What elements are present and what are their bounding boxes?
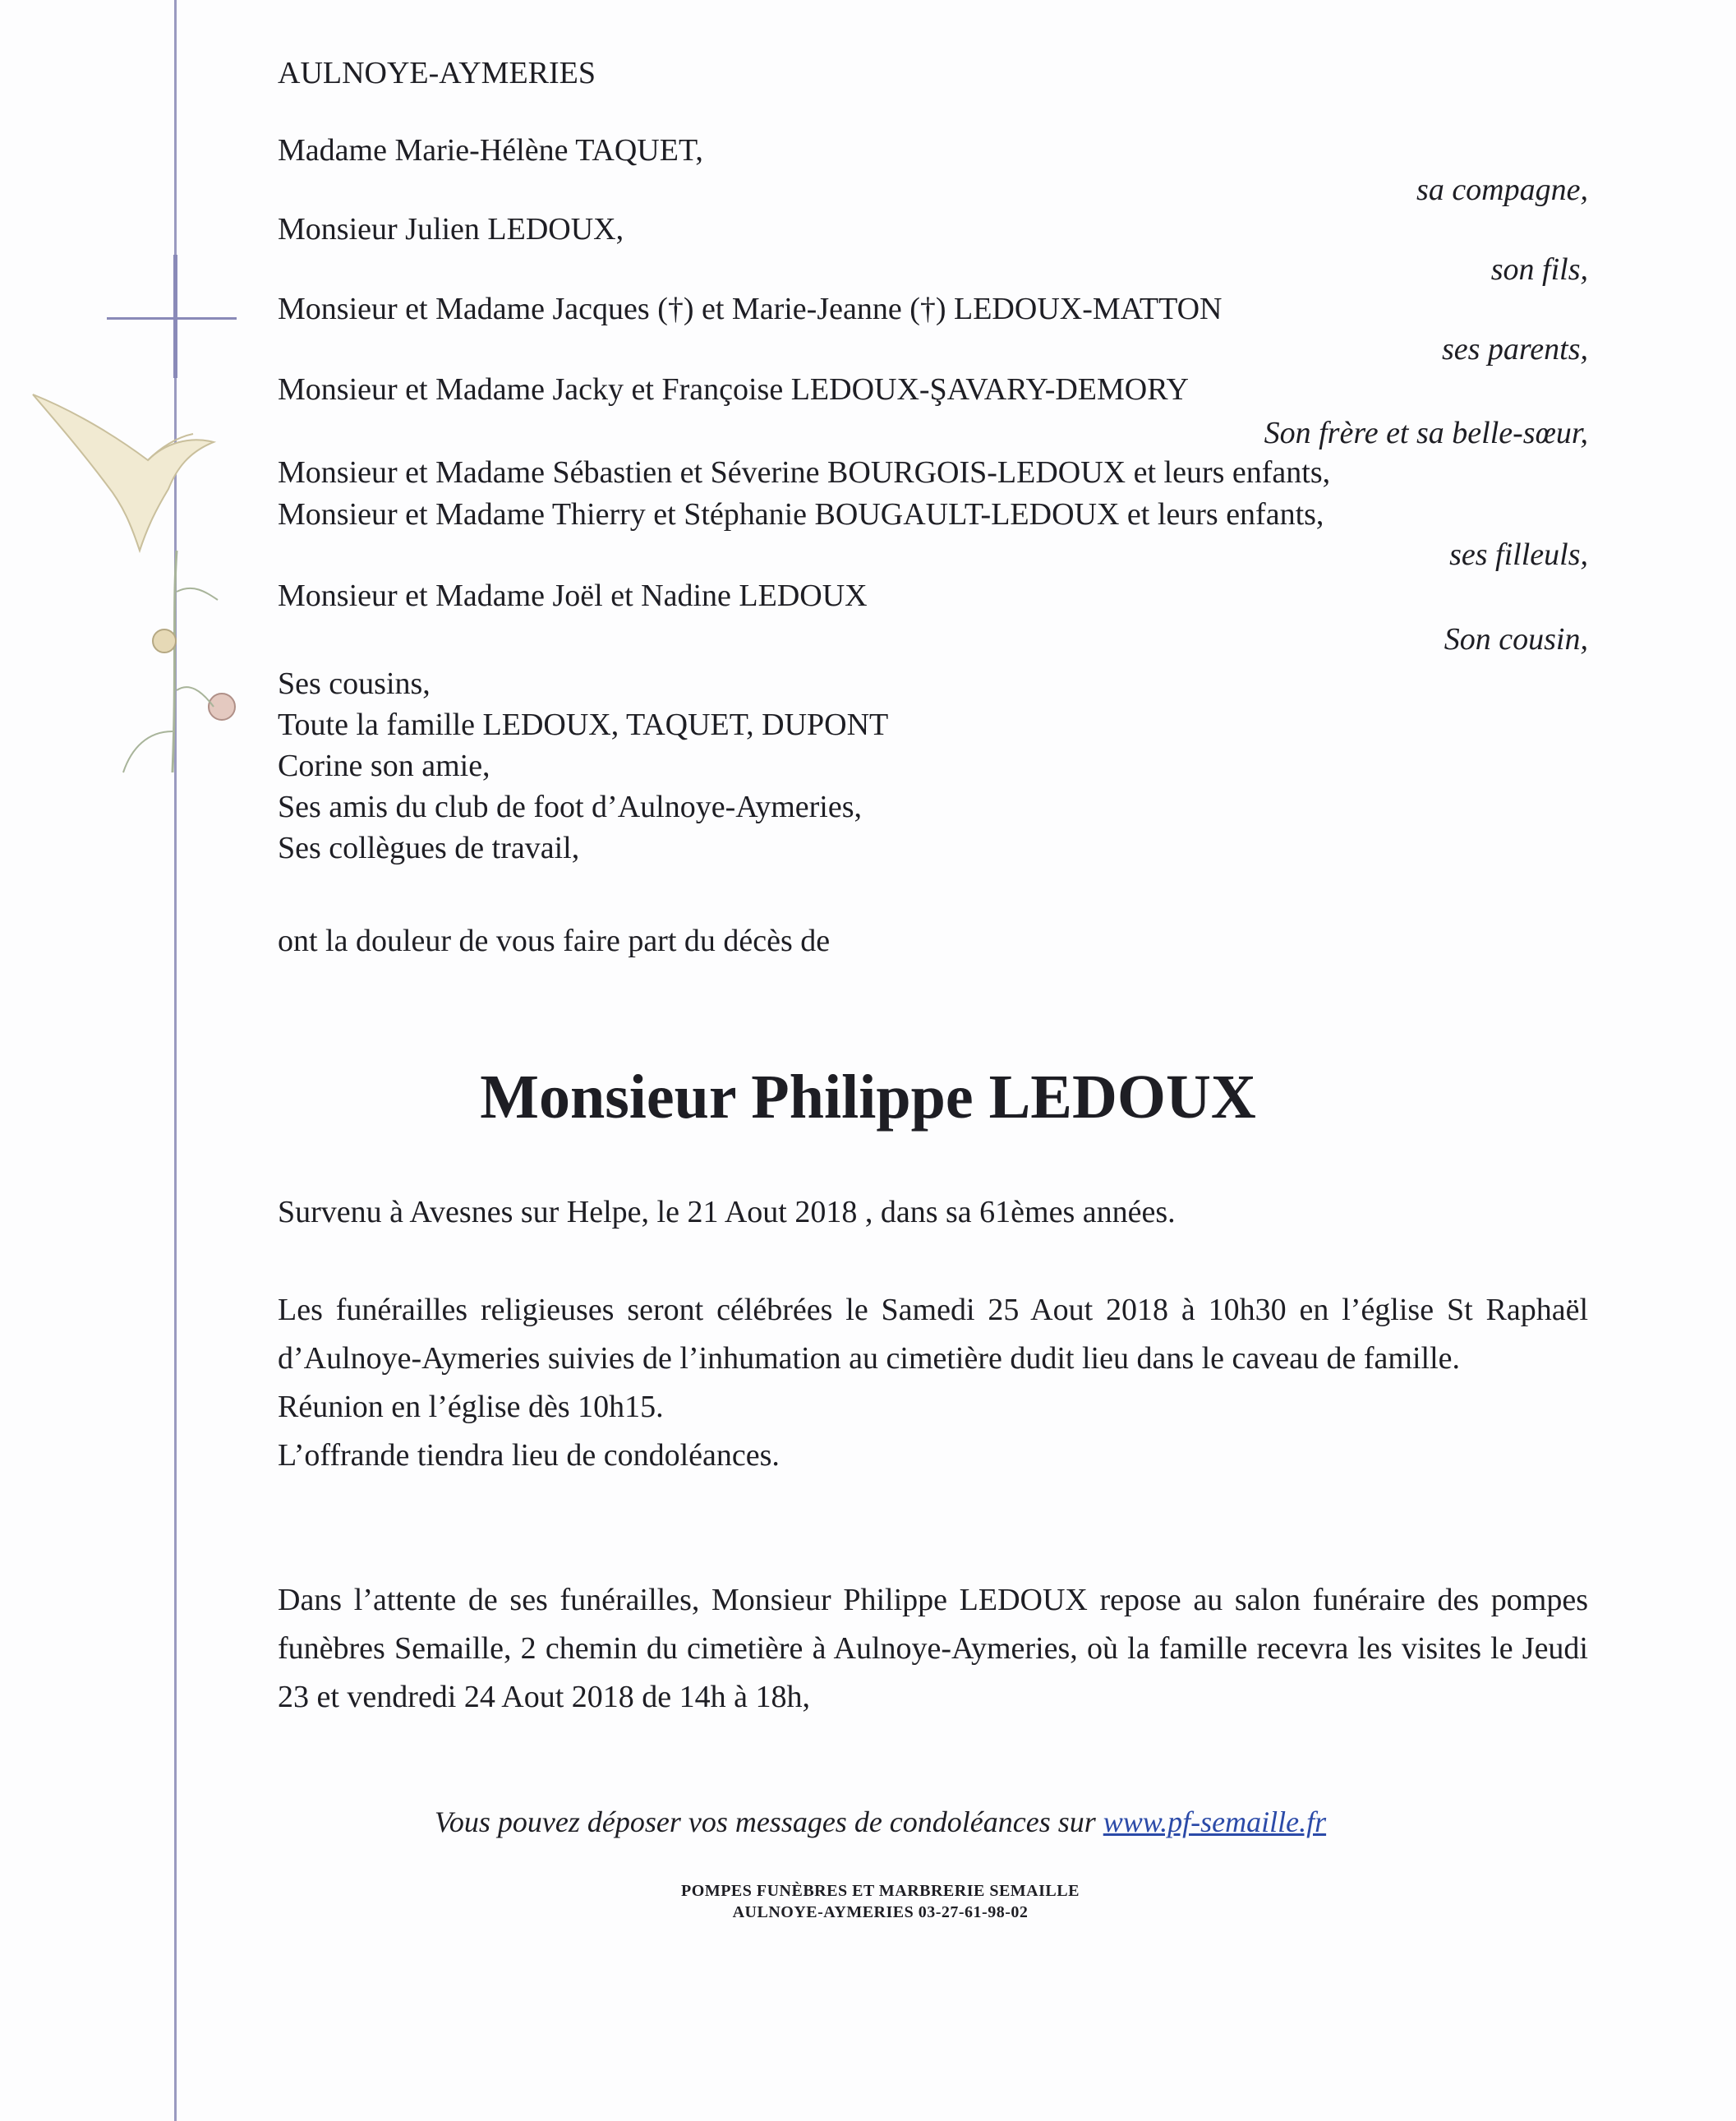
- death-line: Survenu à Avesnes sur Helpe, le 21 Aout 2018 , dans sa 61èmes années.: [278, 1195, 1176, 1229]
- family-role-3: ses parents,: [1441, 332, 1588, 367]
- family-name-2: Monsieur Julien LEDOUX,: [278, 212, 624, 247]
- family-role-1: sa compagne,: [1416, 173, 1588, 207]
- family-name-5: Monsieur et Madame Sébastien et Séverine BOURGOIS-LEDOUX et leurs enfants,: [278, 455, 1331, 490]
- company-name: POMPES FUNÈBRES ET MARBRERIE SEMAILLE: [681, 1882, 1080, 1900]
- family-name-6: Monsieur et Madame Thierry et Stéphanie BOUGAULT-LEDOUX et leurs enfants,: [278, 497, 1324, 532]
- header-town: AULNOYE-AYMERIES: [278, 56, 596, 90]
- funeral-text: Les funérailles religieuses seront célébrées le Samedi 25 Aout 2018 à 10h30 en l’église St Raphaël d’Aulnoye-Aymeries suivies de l’inhumation au cimetière dudit lieu dans le caveau de famille.: [278, 1293, 1588, 1376]
- funeral-offering: L’offrande tiendra lieu de condoléances.: [278, 1438, 780, 1473]
- family-role-2: son fils,: [1490, 252, 1588, 287]
- funeral-paragraph: [278, 1286, 1588, 1480]
- others-list: [278, 663, 888, 869]
- dove-flower-icon: [25, 345, 271, 838]
- deceased-name: Monsieur Philippe LEDOUX: [480, 1063, 1256, 1132]
- family-role-4: Son frère et sa belle-sœur,: [1264, 416, 1588, 450]
- family-name-7: Monsieur et Madame Joël et Nadine LEDOUX: [278, 579, 868, 613]
- family-name-1: Madame Marie-Hélène TAQUET,: [278, 133, 703, 168]
- condolence-message: [0, 1804, 1736, 1840]
- condolence-text: Vous pouvez déposer vos messages de condoléances sur: [434, 1805, 1096, 1838]
- others-item: Ses cousins,: [278, 666, 431, 701]
- others-item: Ses collègues de travail,: [278, 831, 580, 865]
- funeral-meeting: Réunion en l’église dès 10h15.: [278, 1390, 664, 1424]
- company-contact: AULNOYE-AYMERIES 03-27-61-98-02: [732, 1903, 1029, 1921]
- family-role-6: ses filleuls,: [1449, 537, 1588, 572]
- company-info: [0, 1880, 1736, 1923]
- family-name-3: Monsieur et Madame Jacques (†) et Marie-Jeanne (†) LEDOUX-MATTON: [278, 292, 1223, 326]
- others-item: Toute la famille LEDOUX, TAQUET, DUPONT: [278, 708, 889, 742]
- wake-text: Dans l’attente de ses funérailles, Monsieur Philippe LEDOUX repose au salon funéraire des pompes funèbres Semaille, 2 chemin du cimetière à Aulnoye-Aymeries, où la famille recevra les visites le Jeudi 23 et vendredi 24 Aout 2018 de 14h à 18h,: [278, 1583, 1588, 1714]
- cross-icon-bar: [107, 317, 237, 320]
- others-item: Ses amis du club de foot d’Aulnoye-Aymeries,: [278, 790, 862, 824]
- family-name-4: Monsieur et Madame Jacky et Françoise LEDOUX-ŞAVARY-DEMORY: [278, 372, 1189, 407]
- website-link[interactable]: www.pf-semaille.fr: [1103, 1805, 1327, 1838]
- wake-paragraph: [278, 1576, 1588, 1722]
- others-item: Corine son amie,: [278, 749, 490, 783]
- announcement: ont la douleur de vous faire part du décès de: [278, 924, 831, 958]
- family-role-7: Son cousin,: [1444, 622, 1588, 657]
